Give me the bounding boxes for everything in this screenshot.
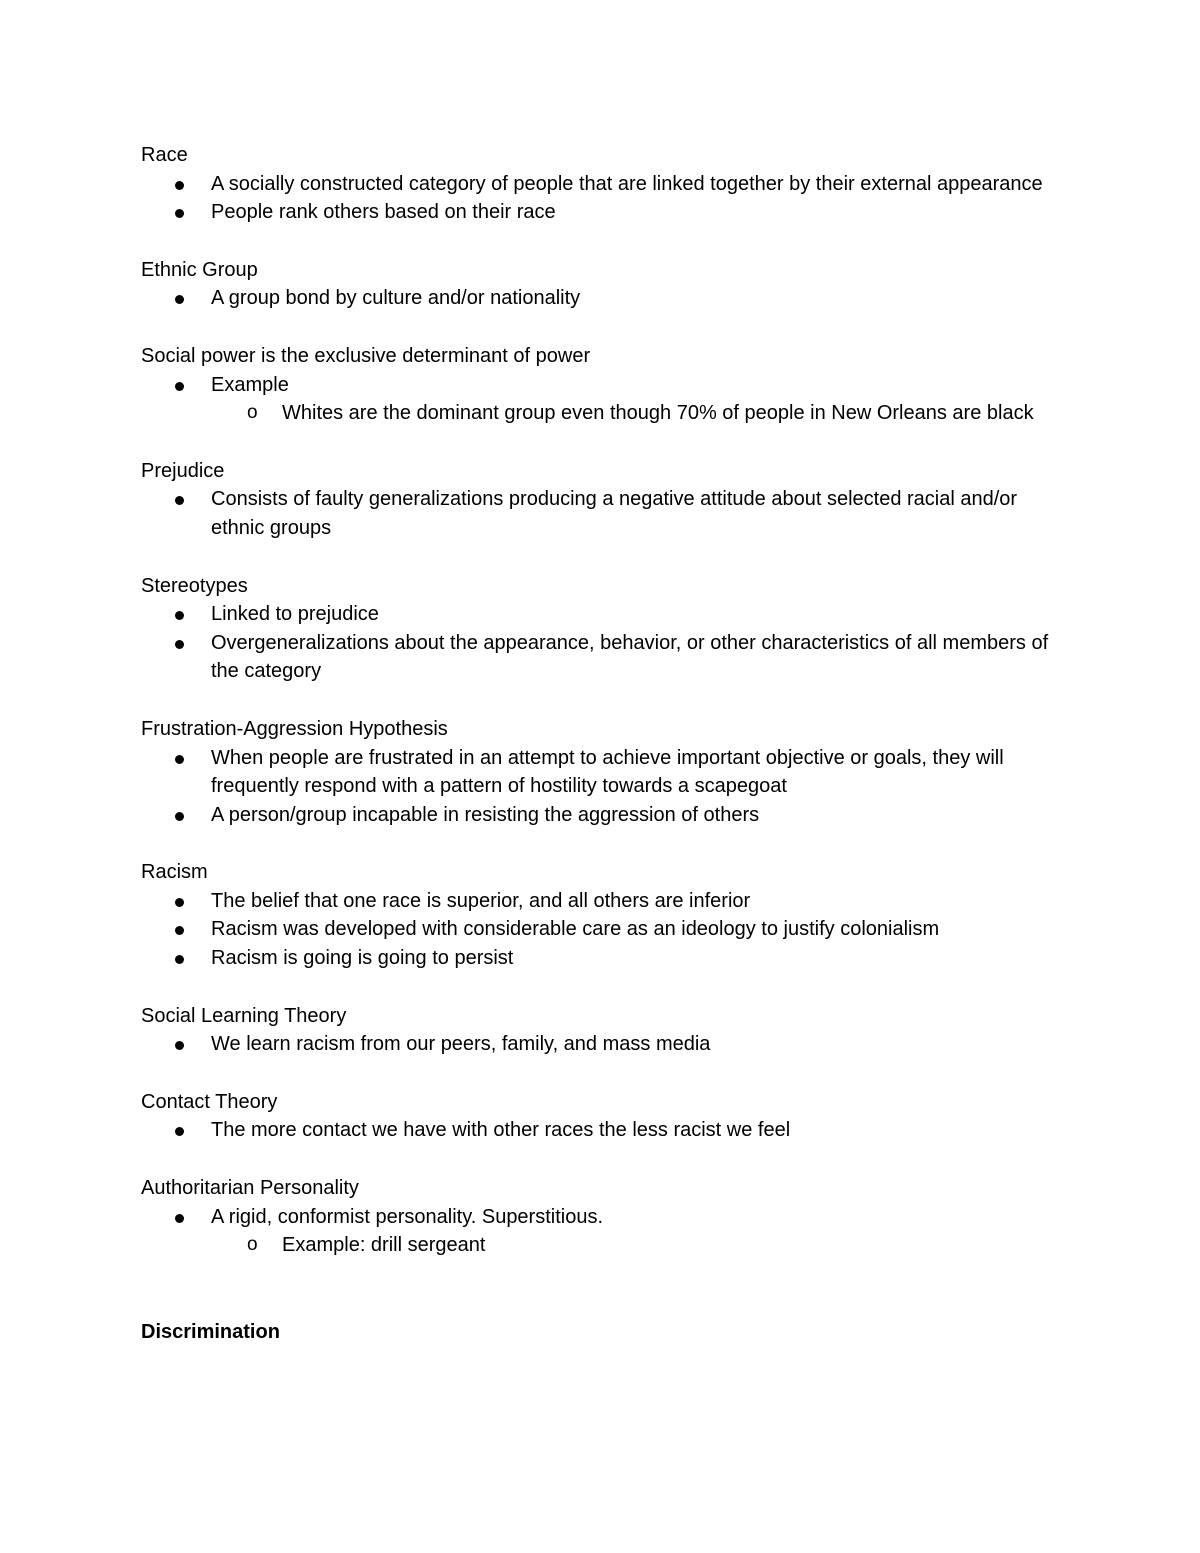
bullet-item bbox=[141, 801, 1061, 830]
section bbox=[141, 1174, 1061, 1260]
bullet-dot-icon bbox=[175, 898, 184, 907]
spacer bbox=[141, 1145, 1061, 1174]
bullet-item bbox=[141, 485, 1061, 542]
bullet-item bbox=[141, 284, 1061, 313]
section-heading: Frustration-Aggression Hypothesis bbox=[141, 717, 448, 740]
section bbox=[141, 342, 1061, 428]
section-heading-discrimination: Discrimination bbox=[141, 1320, 280, 1343]
bullet-dot-icon bbox=[175, 926, 184, 935]
bullet-dot-icon bbox=[175, 1041, 184, 1050]
section-heading: Authoritarian Personality bbox=[141, 1177, 359, 1200]
spacer bbox=[141, 428, 1061, 457]
sub-bullet-text: Example: drill sergeant bbox=[282, 1234, 486, 1257]
section-heading: Racism bbox=[141, 861, 208, 884]
bullet-item bbox=[141, 371, 1061, 400]
bullet-text: A rigid, conformist personality. Superstitious. bbox=[211, 1205, 604, 1228]
section bbox=[141, 1002, 1061, 1059]
bullet-dot-icon bbox=[175, 1127, 184, 1136]
section-heading: Prejudice bbox=[141, 459, 225, 482]
bullet-dot-icon bbox=[175, 295, 184, 304]
bullet-text: Racism was developed with considerable care as an ideology to justify colonialism bbox=[211, 918, 940, 941]
bullet-dot-icon bbox=[175, 181, 184, 190]
bullet-item bbox=[141, 1203, 1061, 1232]
sub-bullet-text: Whites are the dominant group even though 70% of people in New Orleans are black bbox=[282, 402, 1034, 425]
sub-bullet-item bbox=[141, 399, 1061, 428]
bullet-dot-icon bbox=[175, 611, 184, 620]
section bbox=[141, 256, 1061, 313]
bullet-item bbox=[141, 1030, 1061, 1059]
section-heading: Ethnic Group bbox=[141, 258, 258, 281]
bullet-text: When people are frustrated in an attempt to achieve important objective or goals, they will frequently respond with a pattern of hostility towards a scapegoat bbox=[211, 746, 1004, 798]
bullet-text: A person/group incapable in resisting the aggression of others bbox=[211, 803, 760, 826]
bullet-text: The belief that one race is superior, and all others are inferior bbox=[211, 889, 751, 912]
section-heading: Contact Theory bbox=[141, 1090, 278, 1113]
spacer bbox=[141, 313, 1061, 342]
section bbox=[141, 858, 1061, 972]
bullet-item bbox=[141, 944, 1061, 973]
bullet-text: The more contact we have with other races the less racist we feel bbox=[211, 1119, 791, 1142]
bullet-text: Linked to prejudice bbox=[211, 603, 379, 626]
spacer bbox=[141, 1059, 1061, 1088]
section bbox=[141, 141, 1061, 227]
section-heading: Social power is the exclusive determinant of power bbox=[141, 344, 591, 367]
spacer bbox=[141, 1289, 1061, 1318]
section bbox=[141, 715, 1061, 829]
sub-bullet-circle-icon: o bbox=[247, 402, 258, 424]
bullet-item bbox=[141, 600, 1061, 629]
document-page bbox=[141, 141, 1061, 1346]
spacer bbox=[141, 227, 1061, 256]
sub-bullet-item bbox=[141, 1231, 1061, 1260]
bullet-dot-icon bbox=[175, 640, 184, 649]
section-heading: Social Learning Theory bbox=[141, 1004, 347, 1027]
bullet-text: Consists of faulty generalizations producing a negative attitude about selected racial and/or ethnic groups bbox=[211, 488, 1018, 539]
bullet-dot-icon bbox=[175, 1214, 184, 1223]
spacer bbox=[141, 686, 1061, 715]
bullet-dot-icon bbox=[175, 812, 184, 821]
spacer bbox=[141, 1260, 1061, 1289]
bullet-item bbox=[141, 744, 1061, 801]
bullet-item bbox=[141, 1116, 1061, 1145]
bullet-text: A group bond by culture and/or nationality bbox=[211, 287, 581, 310]
bullet-item bbox=[141, 170, 1061, 199]
bullet-text: A socially constructed category of people that are linked together by their external appearance bbox=[211, 172, 1043, 195]
notes-body bbox=[141, 141, 1061, 1260]
bullet-item bbox=[141, 915, 1061, 944]
bullet-text: Racism is going is going to persist bbox=[211, 947, 514, 970]
section-heading: Stereotypes bbox=[141, 574, 248, 597]
sub-bullet-circle-icon: o bbox=[247, 1234, 258, 1256]
bullet-item bbox=[141, 198, 1061, 227]
bullet-dot-icon bbox=[175, 209, 184, 218]
bullet-text: We learn racism from our peers, family, and mass media bbox=[211, 1033, 711, 1056]
section bbox=[141, 1088, 1061, 1145]
spacer bbox=[141, 973, 1061, 1002]
spacer bbox=[141, 543, 1061, 572]
bullet-dot-icon bbox=[175, 955, 184, 964]
section-heading: Race bbox=[141, 144, 188, 166]
bullet-item bbox=[141, 887, 1061, 916]
section bbox=[141, 457, 1061, 543]
bullet-dot-icon bbox=[175, 382, 184, 391]
bullet-dot-icon bbox=[175, 496, 184, 505]
spacer bbox=[141, 829, 1061, 858]
bullet-dot-icon bbox=[175, 755, 184, 764]
section bbox=[141, 572, 1061, 686]
bullet-text: Overgeneralizations about the appearance, behavior, or other characteristics of all members of the category bbox=[211, 631, 1049, 683]
bullet-item bbox=[141, 629, 1061, 686]
bullet-text: Example bbox=[211, 373, 289, 396]
bullet-text: People rank others based on their race bbox=[211, 201, 556, 224]
